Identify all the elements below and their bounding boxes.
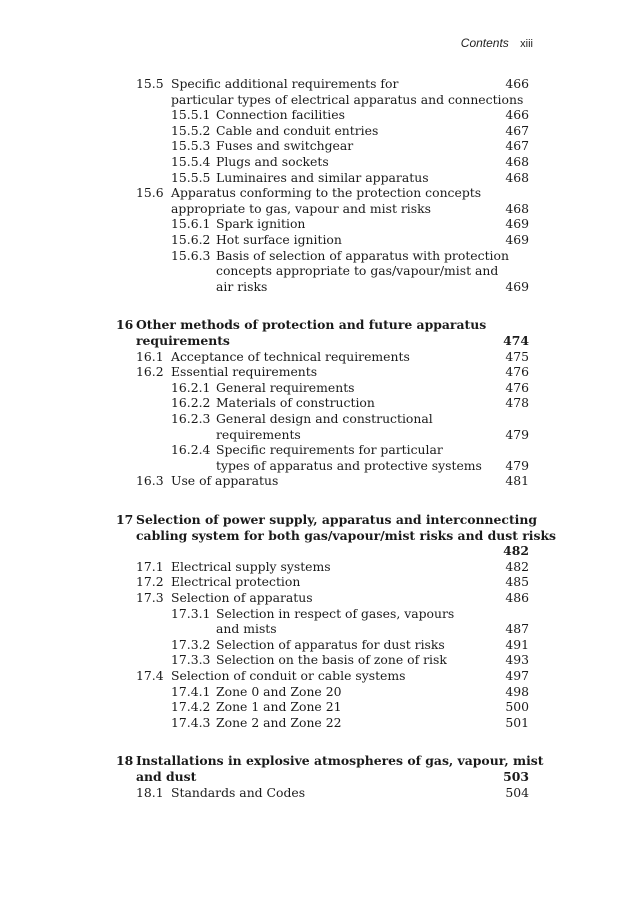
toc-entry [0,652,629,668]
toc-entry-number: 17.4 [136,668,164,683]
toc-entry-page: 475 [505,348,529,364]
toc-entry-title: Specific additional requirements for [171,76,399,91]
toc-entry-title: Basis of selection of apparatus with protection [216,247,509,263]
toc-entry-title: cabling system for both gas/vapour/mist risks and dust risks [136,527,557,543]
toc-entry-page: 469 [505,216,529,232]
toc-entry-title: Zone 2 and Zone 22 [216,714,342,730]
toc-entry [0,248,629,264]
toc-entry [0,138,629,154]
header-page-number: xiii [520,38,533,50]
toc-entry-page: 500 [505,699,529,715]
toc-entry [0,216,629,232]
toc-entry-number: 16.2.2 [171,395,211,411]
toc-entry-page: 479 [505,457,529,473]
toc-entry-number: 15.6.2 [171,232,211,247]
toc-entry-number: 15.5.1 [171,107,211,123]
toc-entry-number: 17.1 [136,558,164,574]
toc-entry-title: appropriate to gas, vapour and mist risks [171,200,431,216]
toc-entry-number: 17.4.3 [171,714,211,730]
toc-entry-page: 468 [505,154,529,169]
toc-entry-number: 16.3 [136,473,164,489]
toc-entry-number: 18 [116,753,134,769]
toc-entry [0,380,629,396]
toc-entry-title: Spark ignition [216,216,306,232]
toc-entry-title: Use of apparatus [171,473,279,489]
toc-entry [0,76,629,92]
toc-entry-title: types of apparatus and protective systems [216,457,482,473]
toc-entry-number: 15.6.3 [171,247,211,263]
toc-entry-number: 15.5.4 [171,154,211,169]
toc-entry [0,364,629,380]
toc-entry [0,574,629,590]
toc-entry-page: 476 [505,364,529,380]
toc-entry-title: Electrical supply systems [171,558,331,574]
toc-entry [0,753,629,769]
toc-entry [0,232,629,248]
toc-entry-page: 466 [505,107,529,123]
toc-entry-number: 17 [116,512,134,527]
toc-entry [0,263,629,279]
toc-entry [0,769,629,785]
toc-entry-title: General requirements [216,379,355,395]
toc-entry-number: 17.3.3 [171,652,211,668]
toc-entry-page: 482 [503,543,529,559]
toc-entry-title: Other methods of protection and future apparatus [136,317,487,333]
toc-entry-number: 16.2 [136,364,164,380]
toc-entry-number: 18.1 [136,784,164,800]
toc-entry-page: 487 [505,621,529,637]
toc-entry-page: 481 [505,473,529,489]
toc-entry-number: 17.4.2 [171,699,211,715]
toc-entry-number: 17.3 [136,590,164,605]
toc-entry-number: 15.5 [136,76,164,91]
toc-entry-title: Apparatus conforming to the protection concepts [171,185,482,201]
toc-entry-number: 16.2.3 [171,411,211,426]
toc-entry [0,715,629,731]
toc-entry-number: 15.5.3 [171,138,211,154]
toc-entry-title: and mists [216,621,277,637]
toc-entry-title: Installations in explosive atmospheres of gas, vapour, mist [136,753,544,769]
toc-entry-number: 15.6 [136,185,164,201]
toc-entry-title: Selection in respect of gases, vapours [216,605,455,621]
toc-entry [0,637,629,653]
toc-entry-title: Zone 0 and Zone 20 [216,683,342,699]
toc-entry-page: 486 [505,590,529,605]
toc-entry-number: 17.4.1 [171,683,211,699]
toc-entry [0,559,629,575]
toc-entry-page: 467 [505,138,529,154]
toc-entry-page: 469 [505,278,529,294]
toc-entry [0,411,629,427]
toc-entry-title: General design and constructional [216,411,433,426]
toc-entry-page: 468 [505,169,529,185]
toc-entry-page: 476 [505,379,529,395]
toc-entry [0,185,629,201]
toc-entry-page: 493 [505,652,529,668]
toc-entry-title: Essential requirements [171,364,318,380]
toc-entry-number: 15.5.5 [171,169,211,185]
toc-entry-title: Cable and conduit entries [216,122,379,138]
toc-entry-page: 474 [503,333,529,348]
toc-entry-page: 485 [505,574,529,590]
toc-entry [0,92,629,108]
toc-entry-title: Luminaires and similar apparatus [216,169,429,185]
toc-entry-page: 466 [505,76,529,91]
toc-entry-title: Zone 1 and Zone 21 [216,699,342,715]
toc-entry [0,621,629,637]
toc-entry-page: 501 [505,714,529,730]
toc-entry-title: Fuses and switchgear [216,138,354,154]
toc-entry-page: 498 [505,683,529,699]
toc-entry-page: 497 [505,668,529,683]
toc-entry [0,785,629,801]
toc-entry-title: particular types of electrical apparatus and connections [171,91,524,107]
toc-entry-title: requirements [216,426,301,442]
toc-entry-page: 491 [505,636,529,652]
toc-entry-number: 16.2.1 [171,379,211,395]
toc-entry [0,427,629,443]
toc-entry [0,123,629,139]
toc-entry-title: Materials of construction [216,395,375,411]
toc-entry [0,333,629,349]
toc-entry-number: 16 [116,317,134,333]
toc-entry-number: 17.2 [136,574,164,590]
toc-entry [0,590,629,606]
toc-entry-title: Selection of apparatus [171,590,313,605]
toc-entry-page: 478 [505,395,529,411]
toc-entry-title: and dust [136,769,197,784]
toc-entry [0,349,629,365]
toc-entry-title: Selection of conduit or cable systems [171,668,406,683]
toc-entry-title: Electrical protection [171,574,301,590]
running-header [461,36,533,50]
toc-entry [0,201,629,217]
toc-entry-number: 17.3.2 [171,636,211,652]
toc-entry [0,442,629,458]
toc-entry-title: Connection facilities [216,107,345,123]
toc-entry-title: Selection of power supply, apparatus and interconnecting [136,512,538,527]
toc-entry-number: 16.1 [136,348,164,364]
toc-entry-number: 16.2.4 [171,442,211,458]
toc-entry [0,107,629,123]
toc-entry [0,684,629,700]
toc-entry [0,395,629,411]
toc-entry-title: Specific requirements for particular [216,442,443,458]
toc-entry-page: 479 [505,426,529,442]
toc-entry-title: Selection on the basis of zone of risk [216,652,447,668]
toc-entry [0,668,629,684]
toc-entry-title: Standards and Codes [171,784,306,800]
header-label: Contents [460,36,509,50]
toc-entry [0,543,629,559]
toc-entry-number: 15.6.1 [171,216,211,232]
toc-entry-page: 467 [505,122,529,138]
toc-entry [0,699,629,715]
toc-entry [0,170,629,186]
toc-entry [0,528,629,544]
toc-entry-title: Acceptance of technical requirements [171,348,410,364]
toc-entry [0,154,629,170]
toc-entry [0,473,629,489]
toc-entry-page: 482 [505,558,529,574]
toc-entry-title: Hot surface ignition [216,232,342,247]
toc-entry-page: 504 [505,784,529,800]
toc-entry-title: concepts appropriate to gas/vapour/mist and [216,263,499,279]
toc-entry [0,512,629,528]
toc-entry-title: Plugs and sockets [216,154,329,169]
toc-entry [0,606,629,622]
toc-entry [0,279,629,295]
toc-entry [0,458,629,474]
toc-entry-title: requirements [136,333,230,348]
toc-entry-page: 468 [505,200,529,216]
toc-entry-page: 503 [503,769,529,784]
toc-entry [0,317,629,333]
toc-entry-page: 469 [505,232,529,247]
toc-entry-number: 15.5.2 [171,122,211,138]
toc-entry-title: air risks [216,278,268,294]
toc-entry-number: 17.3.1 [171,605,211,621]
toc-entry-title: Selection of apparatus for dust risks [216,636,445,652]
